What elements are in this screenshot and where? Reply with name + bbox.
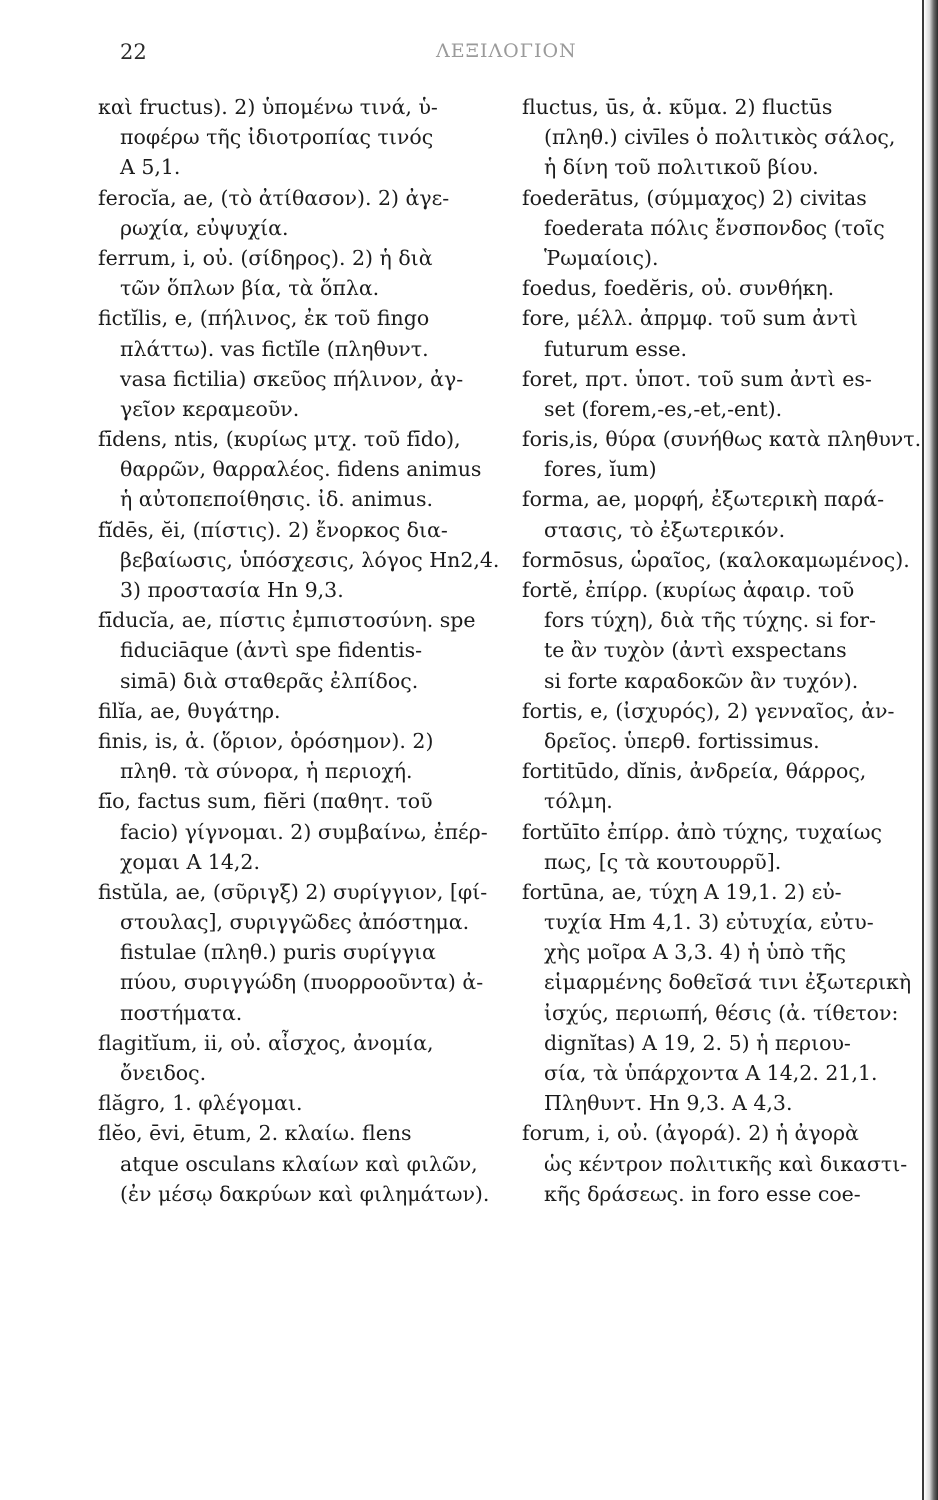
dictionary-line: χομαι A 14,2. [120, 849, 260, 874]
dictionary-line: forum, i, οὐ. (ἀγορά). 2) ἡ ἀγορὰ [522, 1121, 859, 1146]
dictionary-line: ρωχία, εὐψυχία. [120, 215, 289, 240]
page-number: 22 [120, 40, 147, 64]
dictionary-line: σία, τὰ ὑπάρχοντα A 14,2. 21,1. [544, 1061, 878, 1085]
dictionary-line: καὶ fructus). 2) ὑπομένω τινά, ὑ- [98, 95, 438, 119]
dictionary-line: futurum esse. [544, 336, 688, 361]
dictionary-line: fore, μέλλ. ἀπρμφ. τοῦ sum ἀντὶ [522, 306, 858, 331]
dictionary-line: fortūna, ae, τύχη A 19,1. 2) εὐ- [522, 879, 842, 904]
dictionary-line: εἱμαρμένης δοθεῖσά τινι ἐξωτερικὴ [544, 970, 912, 995]
dictionary-line: foedus, foedĕris, οὐ. συνθήκη. [522, 276, 835, 301]
dictionary-line: filĭa, ae, θυγάτηρ. [98, 698, 281, 723]
dictionary-line: βεβαίωσις, ὑπόσχεσις, λόγος Hn2,4. [120, 547, 500, 572]
dictionary-line: ἰσχύς, περιωπή, θέσις (ἀ. τίθετον: [544, 1000, 899, 1025]
dictionary-line: ὡς κέντρον πολιτικῆς καὶ δικαστι- [544, 1151, 908, 1176]
dictionary-line: Ῥωμαίοις). [544, 245, 659, 270]
dictionary-line: κῆς δράσεως. in foro esse coe- [544, 1181, 861, 1206]
dictionary-line: χὴς μοῖρα A 3,3. 4) ἡ ὑπὸ τῆς [544, 940, 847, 965]
dictionary-line: flagitĭum, ii, οὐ. αἶσχος, ἀνομία, [98, 1030, 434, 1055]
dictionary-line: fīducĭa, ae, πίστις ἐμπιστοσύνη. spe [98, 608, 476, 633]
dictionary-line: foris,is, θύρα (συνήθως κατὰ πληθυντ. [522, 427, 922, 452]
dictionary-line: πλάττω). vas fictĭle (πληθυντ. [120, 336, 429, 361]
dictionary-line: ποστήματα. [120, 1000, 243, 1025]
dictionary-line: (πληθ.) civīles ὁ πολιτικὸς σάλος, [544, 125, 896, 150]
dictionary-line: στασις, τὸ ἐξωτερικόν. [544, 517, 786, 542]
dictionary-line: πύου, συριγγώδη (πυορροοῦντα) ἀ- [120, 970, 484, 995]
dictionary-line: ferocĭa, ae, (τὸ ἀτίθασον). 2) ἀγε- [98, 185, 450, 210]
dictionary-line: θαρρῶν, θαρραλέος. fidens animus [120, 457, 482, 482]
dictionary-line: fiduciāque (ἀντὶ spe fidentis- [120, 638, 423, 663]
dictionary-line: fores, ĭum) [544, 457, 657, 482]
dictionary-line: te ἂν τυχὸν (ἀντὶ exspectans [544, 638, 847, 663]
dictionary-line: fistŭla, ae, (σῦριγξ) 2) συρίγγιον, [φί- [98, 879, 488, 904]
dictionary-line: fistulae (πληθ.) puris συρίγγια [120, 940, 436, 965]
dictionary-line: foret, πρτ. ὑποτ. τοῦ sum ἀντὶ es- [522, 366, 872, 391]
dictionary-line: ferrum, i, οὐ. (σίδηρος). 2) ἡ διὰ [98, 245, 433, 270]
dictionary-line: si forte καραδοκῶν ἂν τυχόν). [544, 668, 859, 693]
dictionary-line: fīo, factus sum, fiĕri (παθητ. τοῦ [98, 789, 433, 814]
dictionary-line: 3) προστασία Hn 9,3. [120, 578, 344, 602]
dictionary-line: foederātus, (σύμμαχος) 2) civitas [522, 185, 867, 210]
dictionary-line: τῶν ὅπλων βία, τὰ ὅπλα. [120, 276, 380, 301]
dictionary-line: γεῖον κεραμεοῦν. [120, 396, 300, 421]
dictionary-line: fors τύχη), διὰ τῆς τύχης. si for- [544, 608, 876, 633]
dictionary-line: fluctus, ūs, ἀ. κῦμα. 2) fluctūs [522, 95, 833, 119]
dictionary-line: flăgro, 1. φλέγομαι. [98, 1091, 303, 1116]
dictionary-line: πληθ. τὰ σύνορα, ἡ περιοχή. [120, 759, 413, 784]
dictionary-line: formōsus, ὡραῖος, (καλοκαμωμένος). [522, 547, 910, 572]
dictionary-line: fortĕ, ἐπίρρ. (κυρίως ἀφαιρ. τοῦ [522, 578, 855, 602]
dictionary-line: πως, [ς τὰ κουτουρρῦ]. [544, 849, 782, 874]
dictionary-line: fortŭīto ἐπίρρ. ἀπὸ τύχης, τυχαίως [522, 819, 882, 844]
dictionary-line: fictĭlis, e, (πήλινος, ἐκ τοῦ fingo [98, 306, 430, 331]
dictionary-line: τυχία Hm 4,1. 3) εὐτυχία, εὐτυ- [544, 910, 874, 935]
right-column [522, 92, 924, 1209]
dictionary-line: ἡ αὐτοπεποίθησις. ἰδ. animus. [120, 487, 433, 512]
dictionary-line: fīdens, ntis, (κυρίως μτχ. τοῦ fīdo), [98, 427, 461, 452]
dictionary-line: facio) γίγνομαι. 2) συμβαίνω, ἐπέρ- [120, 819, 488, 844]
dictionary-line: στουλας], συριγγῶδες ἀπόστημα. [120, 910, 470, 935]
dictionary-line: forma, ae, μορφή, ἐξωτερικὴ παρά- [522, 487, 885, 512]
dictionary-line: foederata πόλις ἔνσπονδος (τοῖς [544, 215, 885, 240]
dictionary-line: vasa fictilia) σκεῦος πήλινον, ἀγ- [120, 366, 464, 391]
dictionary-line: A 5,1. [120, 155, 181, 180]
dictionary-line: dignĭtas) A 19, 2. 5) ἡ περιου- [544, 1030, 851, 1055]
dictionary-line: simā) διὰ σταθερᾶς ἐλπίδος. [120, 668, 419, 693]
dictionary-line: (ἐν μέσῳ δακρύων καὶ φιλημάτων). [120, 1181, 490, 1206]
dictionary-line: fĭdēs, ĕi, (πίστις). 2) ἔνορκος δια- [98, 517, 448, 542]
dictionary-line: fortis, e, (ἰσχυρός), 2) γενναῖος, ἀν- [522, 698, 895, 723]
running-head: ΛΕΞΙΛΟΓΙΟΝ [436, 40, 577, 62]
dictionary-line: τόλμη. [544, 789, 613, 814]
dictionary-line: Πληθυντ. Hn 9,3. A 4,3. [544, 1091, 793, 1116]
dictionary-line: atque osculans κλαίων καὶ φιλῶν, [120, 1151, 478, 1176]
dictionary-line: finis, is, ἀ. (ὅριον, ὁρόσημον). 2) [98, 728, 434, 753]
page-edge-shadow [924, 0, 938, 1500]
dictionary-line: ποφέρω τῆς ἰδιοτροπίας τινός [120, 125, 434, 150]
dictionary-line: flĕo, ēvi, ētum, 2. κλαίω. flens [98, 1121, 412, 1146]
dictionary-line: set (forem,-es,-et,-ent). [544, 396, 783, 421]
left-column [98, 92, 500, 1209]
dictionary-line: ὄνειδος. [120, 1061, 207, 1085]
dictionary-line: ἡ δίνη τοῦ πολιτικοῦ βίου. [544, 155, 819, 180]
dictionary-line: fortitūdo, dĭnis, ἀνδρεία, θάρρος, [522, 759, 867, 784]
dictionary-line: δρεῖος. ὑπερθ. fortissimus. [544, 728, 820, 753]
